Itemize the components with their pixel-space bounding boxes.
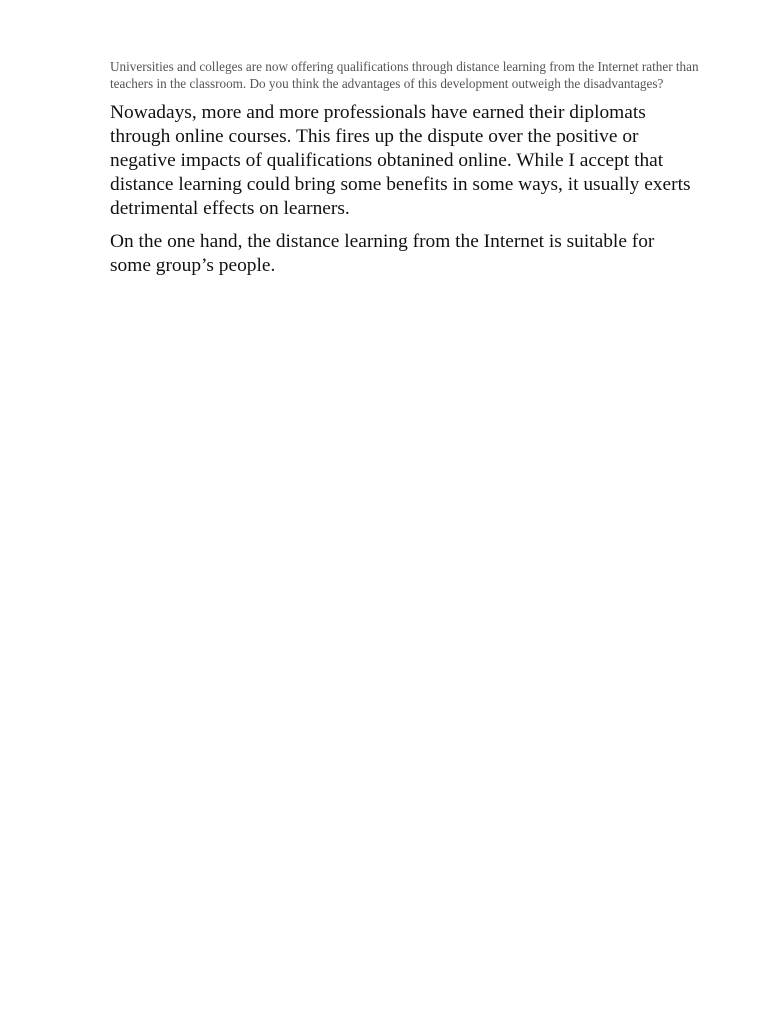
essay-paragraph-intro: Nowadays, more and more professionals have earned their diplomats through online courses. This fires up the dispute over the positive or negative impacts of qualifications obtanined online. While I accept that distance learning could bring some benefits in some ways, it usually exerts detrimental effects on learners. <box>110 101 691 220</box>
document-body <box>110 59 700 286</box>
essay-paragraph-body: On the one hand, the distance learning from the Internet is suitable for some group’s people. <box>110 230 655 276</box>
essay-prompt: Universities and colleges are now offering qualifications through distance learning from the Internet rather than teachers in the classroom. Do you think the advantages of this development outweigh the disadvantages? <box>110 59 699 91</box>
